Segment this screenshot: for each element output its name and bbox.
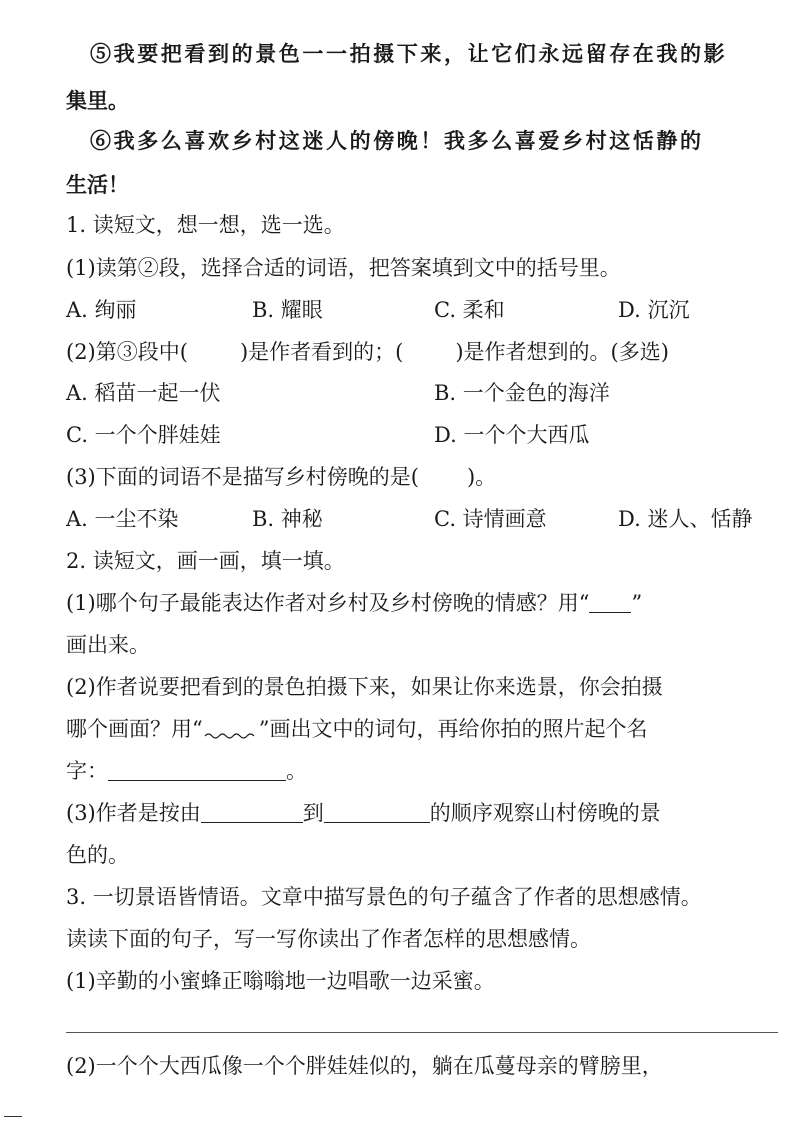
question-2-1-text-b: ” bbox=[631, 591, 643, 615]
question-1-2-prompt-part-a: (2)第③段中( bbox=[66, 340, 188, 364]
order-to-blank[interactable] bbox=[324, 802, 430, 823]
question-2-1-line-1 bbox=[66, 590, 642, 616]
question-2-2-line-1: (2)作者说要把看到的景色拍摄下来，如果让你来选景，你会拍摄 bbox=[66, 675, 663, 699]
question-2-2-line-2 bbox=[66, 716, 647, 742]
question-2-3-text-b: 到 bbox=[302, 801, 324, 825]
question-2-3-text-a: (3)作者是按由 bbox=[66, 801, 201, 825]
question-1-3-option-b[interactable]: B. 神秘 bbox=[252, 507, 323, 531]
question-1-3-prompt-part-a: (3)下面的词语不是描写乡村傍晚的是( bbox=[66, 465, 419, 489]
question-1-2-option-b[interactable]: B. 一个金色的海洋 bbox=[434, 381, 610, 405]
question-1-2-prompt-part-b: )是作者看到的；( bbox=[239, 340, 404, 364]
question-3-2-sentence: (2)一个个大西瓜像一个个胖娃娃似的，躺在瓜蔓母亲的臂膀里， bbox=[66, 1054, 663, 1078]
question-2-3-line-1 bbox=[66, 800, 661, 826]
question-1-2-prompt bbox=[66, 339, 669, 365]
straight-underline-sample bbox=[589, 598, 631, 613]
passage-paragraph-6-line-2: 生活！ bbox=[66, 172, 129, 197]
question-1-3-option-a[interactable]: A. 一尘不染 bbox=[66, 507, 179, 531]
question-2-1-line-2: 画出来。 bbox=[66, 633, 150, 657]
question-1-1-prompt: (1)读第②段，选择合适的词语，把答案填到文中的括号里。 bbox=[66, 256, 621, 280]
question-2-3-line-2: 色的。 bbox=[66, 843, 129, 867]
question-1-2-option-d[interactable]: D. 一个个大西瓜 bbox=[434, 423, 590, 447]
question-2-2-text-b: ”画出文中的词句，再给你拍的照片起个名 bbox=[258, 717, 648, 741]
passage-paragraph-5-line-1: ⑤我要把看到的景色一一拍摄下来，让它们永远留存在我的影 bbox=[90, 41, 728, 66]
answer-line-3-1[interactable] bbox=[66, 1032, 778, 1033]
order-from-blank[interactable] bbox=[201, 802, 303, 823]
question-3-1-sentence: (1)辛勤的小蜜蜂正嗡嗡地一边唱歌一边采蜜。 bbox=[66, 969, 495, 993]
question-1-2-option-c[interactable]: C. 一个个胖娃娃 bbox=[66, 423, 221, 447]
question-1-2-option-a[interactable]: A. 稻苗一起一伏 bbox=[66, 381, 221, 405]
passage-paragraph-6-line-1: ⑥我多么喜欢乡村这迷人的傍晚！我多么喜爱乡村这恬静的 bbox=[90, 128, 704, 153]
question-2-1-text-a: (1)哪个句子最能表达作者对乡村及乡村傍晚的情感？用“ bbox=[66, 591, 590, 615]
question-1-3-prompt bbox=[66, 464, 496, 490]
question-1-2-prompt-part-c: )是作者想到的。(多选) bbox=[455, 340, 669, 364]
question-1-1-option-b[interactable]: B. 耀眼 bbox=[252, 298, 323, 322]
question-2-title: 2. 读短文，画一画，填一填。 bbox=[66, 549, 345, 573]
question-3-line-2: 读读下面的句子，写一写你读出了作者怎样的思想感情。 bbox=[66, 927, 591, 951]
question-1-1-option-a[interactable]: A. 绚丽 bbox=[66, 298, 137, 322]
question-2-2-line-3 bbox=[66, 758, 307, 784]
question-2-3-text-c: 的顺序观察山村傍晚的景 bbox=[429, 801, 661, 825]
question-2-2-text-d: 。 bbox=[286, 759, 307, 783]
question-2-2-text-a: 哪个画面？用“ bbox=[66, 717, 203, 741]
photo-title-blank[interactable] bbox=[108, 760, 286, 781]
question-1-title: 1. 读短文，想一想，选一选。 bbox=[66, 213, 345, 237]
page-corner-mark bbox=[4, 1116, 22, 1117]
question-1-3-option-d[interactable]: D. 迷人、恬静 bbox=[618, 507, 753, 531]
question-1-1-option-d[interactable]: D. 沉沉 bbox=[618, 298, 690, 322]
question-3-line-1: 3. 一切景语皆情语。文章中描写景色的句子蕴含了作者的思想感情。 bbox=[66, 885, 702, 909]
question-2-2-text-c: 字： bbox=[66, 759, 108, 783]
wavy-underline-sample bbox=[203, 726, 259, 740]
question-1-1-option-c[interactable]: C. 柔和 bbox=[434, 298, 505, 322]
passage-paragraph-5-line-2: 集里。 bbox=[66, 88, 129, 113]
question-1-3-prompt-part-b: )。 bbox=[466, 465, 497, 489]
question-1-3-option-c[interactable]: C. 诗情画意 bbox=[434, 507, 547, 531]
